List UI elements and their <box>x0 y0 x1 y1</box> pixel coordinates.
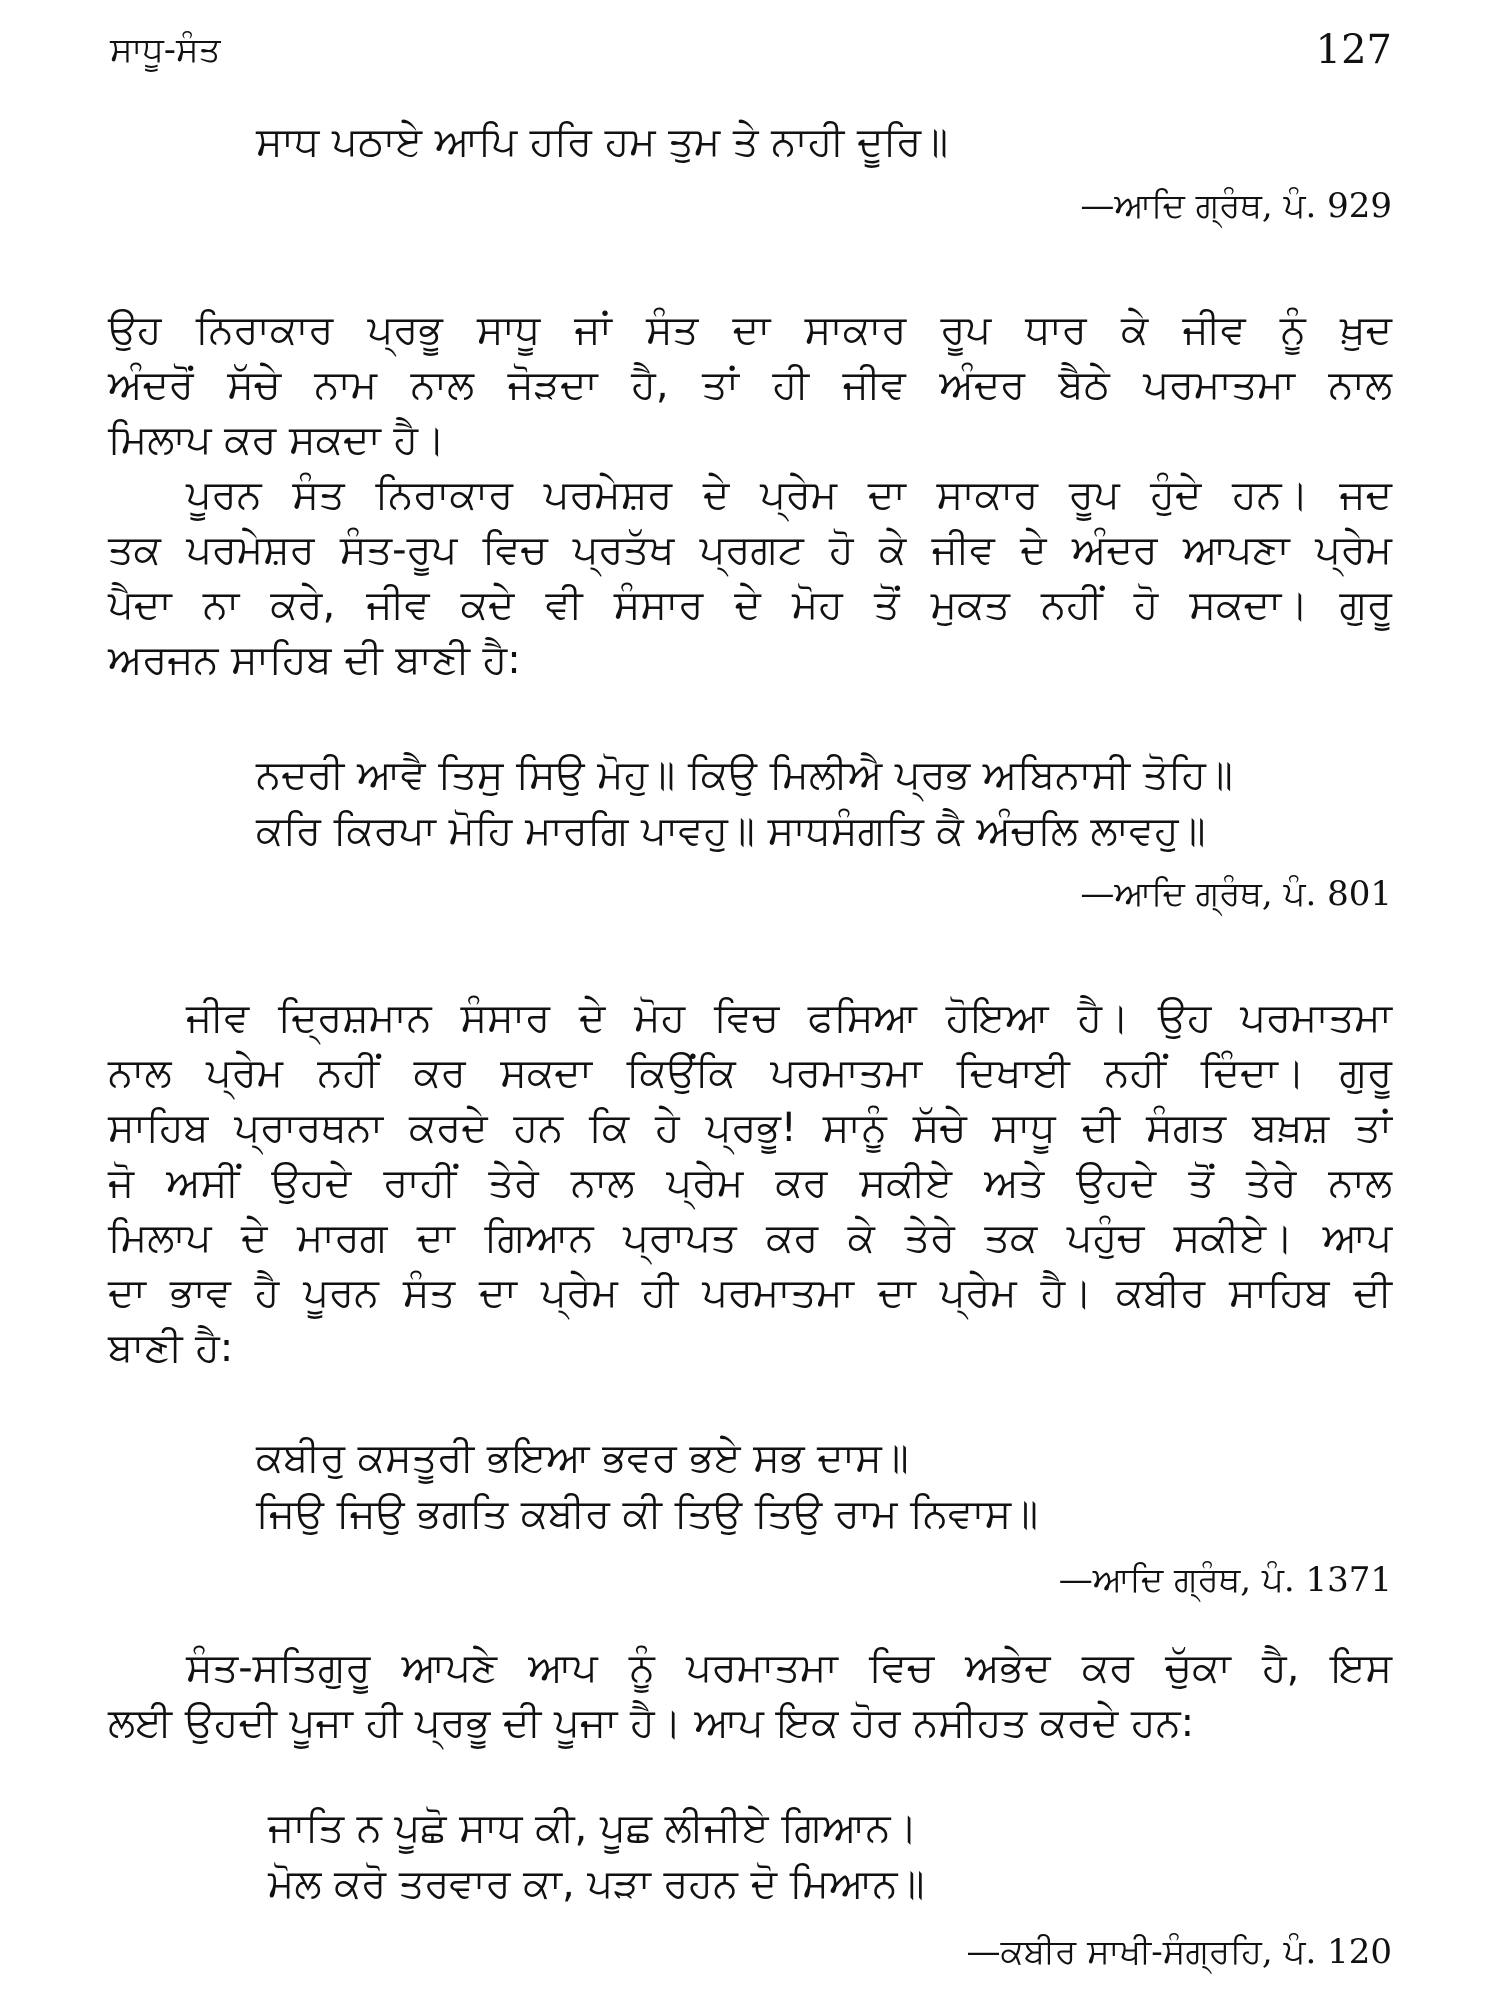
verse-line: ਜਾਤਿ ਨ ਪੂਛੋ ਸਾਧ ਕੀ, ਪੂਛ ਲੀਜੀਏ ਗਿਆਨ। <box>268 1805 918 1851</box>
paragraph-line: ਦਾ ਭਾਵ ਹੈ ਪੂਰਨ ਸੰਤ ਦਾ ਪ੍ਰੇਮ ਹੀ ਪਰਮਾਤਮਾ ਦਾ ਪ੍ਰੇਮ ਹੈ। ਕਬੀਰ ਸਾਹਿਬ ਦੀ <box>108 1270 1392 1316</box>
citation: —ਆਦਿ ਗ੍ਰੰਥ, ਪੰ. 929 <box>1080 186 1392 226</box>
paragraph-line: ਮਿਲਾਪ ਦੇ ਮਾਰਗ ਦਾ ਗਿਆਨ ਪ੍ਰਾਪਤ ਕਰ ਕੇ ਤੇਰੇ ਤਕ ਪਹੁੰਚ ਸਕੀਏ। ਆਪ <box>108 1215 1392 1261</box>
verse-line: ਸਾਧ ਪਠਾਏ ਆਪਿ ਹਰਿ ਹਮ ਤੁਮ ਤੇ ਨਾਹੀ ਦੂਰਿ॥ <box>256 119 949 165</box>
paragraph-line: ਜੋ ਅਸੀਂ ਉਹਦੇ ਰਾਹੀਂ ਤੇਰੇ ਨਾਲ ਪ੍ਰੇਮ ਕਰ ਸਕੀਏ ਅਤੇ ਉਹਦੇ ਤੋਂ ਤੇਰੇ ਨਾਲ <box>108 1160 1392 1206</box>
paragraph-line: ਸਾਹਿਬ ਪ੍ਰਾਰਥਨਾ ਕਰਦੇ ਹਨ ਕਿ ਹੇ ਪ੍ਰਭੂ! ਸਾਨੂੰ ਸੱਚੇ ਸਾਧੂ ਦੀ ਸੰਗਤ ਬਖ਼ਸ਼ ਤਾਂ <box>108 1105 1392 1151</box>
paragraph-line: ਮਿਲਾਪ ਕਰ ਸਕਦਾ ਹੈ। <box>108 417 446 463</box>
paragraph-line: ਨਾਲ ਪ੍ਰੇਮ ਨਹੀਂ ਕਰ ਸਕਦਾ ਕਿਉਂਕਿ ਪਰਮਾਤਮਾ ਦਿਖਾਈ ਨਹੀਂ ਦਿੰਦਾ। ਗੁਰੂ <box>108 1050 1392 1096</box>
running-head: ਸਾਧੂ-ਸੰਤ <box>110 30 221 70</box>
paragraph-line: ਅਰਜਨ ਸਾਹਿਬ ਦੀ ਬਾਣੀ ਹੈ: <box>108 637 521 683</box>
citation: —ਕਬੀਰ ਸਾਖੀ-ਸੰਗ੍ਰਹਿ, ਪੰ. 120 <box>966 1932 1392 1972</box>
paragraph-line: ਸੰਤ-ਸਤਿਗੁਰੂ ਆਪਣੇ ਆਪ ਨੂੰ ਪਰਮਾਤਮਾ ਵਿਚ ਅਭੇਦ ਕਰ ਚੁੱਕਾ ਹੈ, ਇਸ <box>186 1645 1392 1691</box>
verse-line: ਜਿਉ ਜਿਉ ਭਗਤਿ ਕਬੀਰ ਕੀ ਤਿਉ ਤਿਉ ਰਾਮ ਨਿਵਾਸ॥ <box>256 1491 1039 1537</box>
citation: —ਆਦਿ ਗ੍ਰੰਥ, ਪੰ. 801 <box>1080 874 1392 914</box>
verse-line: ਕਬੀਰੁ ਕਸਤੂਰੀ ਭਇਆ ਭਵਰ ਭਏ ਸਭ ਦਾਸ॥ <box>256 1435 909 1481</box>
citation: —ਆਦਿ ਗ੍ਰੰਥ, ਪੰ. 1371 <box>1058 1560 1392 1600</box>
verse-line: ਨਦਰੀ ਆਵੈ ਤਿਸੁ ਸਿਉ ਮੋਹੁ॥ ਕਿਉ ਮਿਲੀਐ ਪ੍ਰਭ ਅਬਿਨਾਸੀ ਤੋਹਿ॥ <box>256 752 1233 798</box>
paragraph-line: ਉਹ ਨਿਰਾਕਾਰ ਪ੍ਰਭੂ ਸਾਧੂ ਜਾਂ ਸੰਤ ਦਾ ਸਾਕਾਰ ਰੂਪ ਧਾਰ ਕੇ ਜੀਵ ਨੂੰ ਖ਼ੁਦ <box>108 307 1392 353</box>
paragraph-line: ਅੰਦਰੋਂ ਸੱਚੇ ਨਾਮ ਨਾਲ ਜੋੜਦਾ ਹੈ, ਤਾਂ ਹੀ ਜੀਵ ਅੰਦਰ ਬੈਠੇ ਪਰਮਾਤਮਾ ਨਾਲ <box>108 362 1392 408</box>
paragraph-line: ਤਕ ਪਰਮੇਸ਼ਰ ਸੰਤ-ਰੂਪ ਵਿਚ ਪ੍ਰਤੱਖ ਪ੍ਰਗਟ ਹੋ ਕੇ ਜੀਵ ਦੇ ਅੰਦਰ ਆਪਣਾ ਪ੍ਰੇਮ <box>108 527 1392 573</box>
paragraph-line: ਪੈਦਾ ਨਾ ਕਰੇ, ਜੀਵ ਕਦੇ ਵੀ ਸੰਸਾਰ ਦੇ ਮੋਹ ਤੋਂ ਮੁਕਤ ਨਹੀਂ ਹੋ ਸਕਦਾ। ਗੁਰੂ <box>108 582 1392 628</box>
verse-line: ਕਰਿ ਕਿਰਪਾ ਮੋਹਿ ਮਾਰਗਿ ਪਾਵਹੁ॥ ਸਾਧਸੰਗਤਿ ਕੈ ਅੰਚਲਿ ਲਾਵਹੁ॥ <box>256 808 1206 854</box>
page-number: 127 <box>1315 27 1392 73</box>
paragraph-line: ਜੀਵ ਦ੍ਰਿਸ਼ਮਾਨ ਸੰਸਾਰ ਦੇ ਮੋਹ ਵਿਚ ਫਸਿਆ ਹੋਇਆ ਹੈ। ਉਹ ਪਰਮਾਤਮਾ <box>186 995 1392 1041</box>
paragraph-line: ਪੂਰਨ ਸੰਤ ਨਿਰਾਕਾਰ ਪਰਮੇਸ਼ਰ ਦੇ ਪ੍ਰੇਮ ਦਾ ਸਾਕਾਰ ਰੂਪ ਹੁੰਦੇ ਹਨ। ਜਦ <box>186 472 1392 518</box>
paragraph-line: ਬਾਣੀ ਹੈ: <box>108 1325 234 1371</box>
verse-line: ਮੋਲ ਕਰੋ ਤਰਵਾਰ ਕਾ, ਪੜਾ ਰਹਨ ਦੋ ਮਿਆਨ॥ <box>268 1861 925 1907</box>
paragraph-line: ਲਈ ਉਹਦੀ ਪੂਜਾ ਹੀ ਪ੍ਰਭੂ ਦੀ ਪੂਜਾ ਹੈ। ਆਪ ਇਕ ਹੋਰ ਨਸੀਹਤ ਕਰਦੇ ਹਨ: <box>108 1700 1195 1746</box>
